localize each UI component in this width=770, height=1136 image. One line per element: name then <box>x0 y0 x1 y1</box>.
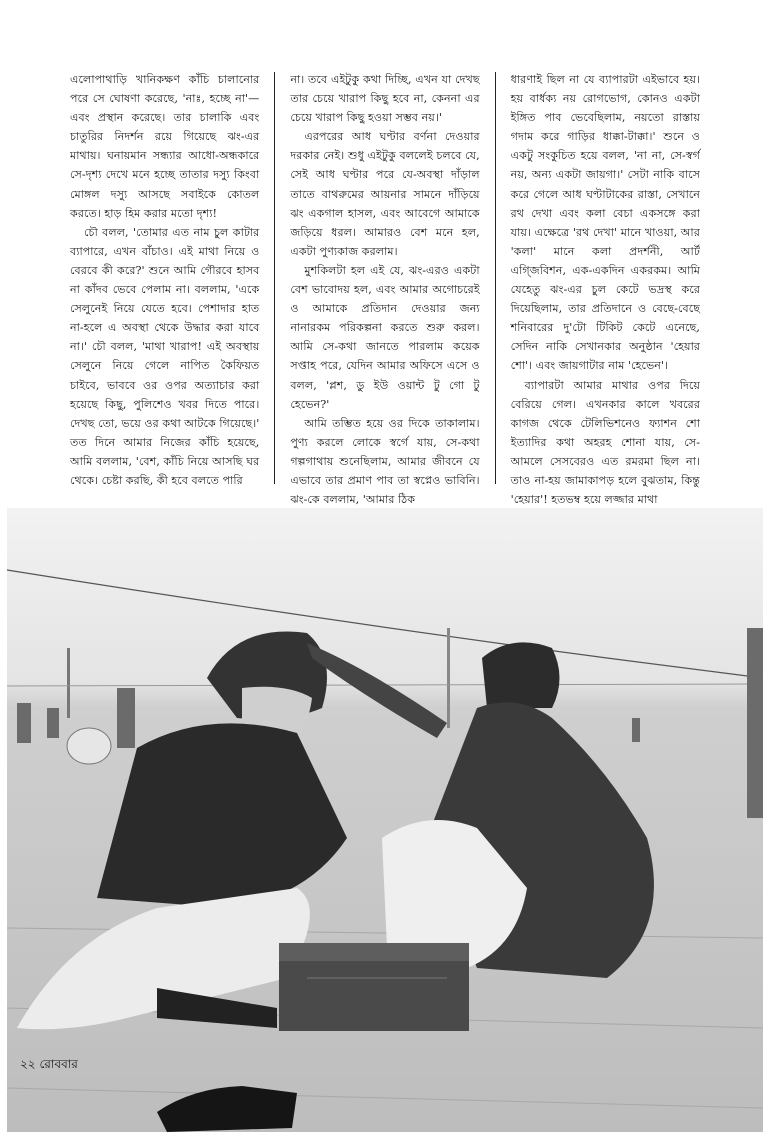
text-column-3 <box>510 70 700 507</box>
paragraph: না। তবে এইটুকু কথা দিচ্ছি, এখন যা দেখছ তার চেয়ে খারাপ কিছু হবে না, কেননা এর চেয়ে খারাপ কিছু হওয়া সম্ভব নয়।' <box>290 73 480 125</box>
paragraph: আমি তম্ভিত হয়ে ওর দিকে তাকালাম। পুণ্য করলে লোকে স্বর্গে যায়, সে-কথা গল্পগাথায় শুনেছিলাম, আমার জীবনে যে এভাবে তার প্রমাণ পাব তা স্বপ্নেও ভাবিনি। ঝং-কে বললাম, 'আমার ঠিক <box>290 416 480 507</box>
page-number: ২২ <box>20 1057 36 1071</box>
paragraph: মুশকিলটা হল এই যে, ঝং-এরও একটা বেশ ভাবোদয় হল, এবং আমার অগোচরেই ও আমাকে প্রতিদান দেওয়ার জন্য নানারকম পরিকল্পনা করতে শুরু করল। আমি সে-কথা জানতে পারলাম কয়েক সপ্তাহ পরে, যেদিন আমার অফিসে এসে ও বলল, 'প্লশ, ডু ইউ ওয়ান্ট টু গো টু হেভেন?' <box>290 263 480 411</box>
paragraph: এলোপাথাড়ি খানিকক্ষণ কাঁচি চালানোর পরে সে ঘোষণা করেছে, 'নাঃ, হচ্ছে না'—এবং প্রস্থান করেছে। তার চালাকি এবং চাতুরির নিদর্শন রয়ে গিয়েছে ঝং-এর মাথায়। ঘনায়মান সন্ধ্যার আধো-অন্ধকারে সে-দৃশ্য দেখে মনে হচ্ছে তাতার দস্যু কিংবা মোঙ্গল দস্যু আসছে সবাইকে কোতল করতে। হাড় হিম করার মতো দৃশ্য! <box>70 73 260 220</box>
paragraph: এরপরের আধ ঘণ্টার বর্ণনা দেওয়ার দরকার নেই। শুধু এইটুকু বললেই চলবে যে, সেই আধ ঘণ্টার পরে যে-অবস্থা দাঁড়াল তাতে বাথরুমের আয়নার সামনে দাঁড়িয়ে ঝং একগাল হাসল, এবং আবেগে আমাকে জড়িয়ে ধরল। আমারও বেশ মনে হল, একটা পুণ্যকাজ করলাম। <box>290 130 480 258</box>
page-folio <box>20 1056 78 1076</box>
article-text <box>70 70 700 507</box>
text-column-1 <box>70 70 260 487</box>
paragraph: ব্যাপারটা আমার মাথার ওপর দিয়ে বেরিয়ে গেল। এখনকার কালে খবরের কাগজ থেকে টেলিভিশনেও ফ্যাশন শো ইত্যাদির কথা অহরহ শোনা যায়, সে-আমলে সেসবেরও এত রমরমা ছিল না। তাও না-হয় জামাকাপড় হলে বুঝতাম, কিন্তু 'হেয়ার'! হতভম্ব হয়ে লজ্জার মাথা <box>510 378 700 507</box>
barber-photo <box>7 508 763 1132</box>
magazine-name: রোববার <box>39 1057 78 1071</box>
paragraph: চৌ বলল, 'তোমার এত নাম চুল কাটার ব্যাপারে, এখন বাঁচাও। এই মাথা নিয়ে ও বেরবে কী করে?' শুনে আমি গৌরবে হাসব না কাঁদব ভেবে পেলাম না। বললাম, 'একে সেলুনেই নিয়ে যেতে হবে। পেশাদার হাত না-হলে এ অবস্থা থেকে উদ্ধার করা যাবে না।' চৌ বলল, 'মাথা খারাপ! এই অবস্থায় সেলুনে নিয়ে গেলে নাপিত কৈফিয়ত চাইবে, ভাববে ওর ওপর অত্যাচার করা হয়েছে কিছু, পুলিশেও খবর দিতে পারে। দেখছ তো, ভয়ে ওর কথা আটকে গিয়েছে।' তত দিনে আমার নিজের কাঁচি হয়েছে, আমি বললাম, 'বেশ, কাঁচি নিয়ে আসছি ঘর থেকে। চেষ্টা করছি, কী হবে বলতে পারি <box>70 225 260 487</box>
column-divider <box>274 72 275 484</box>
paragraph: ধারণাই ছিল না যে ব্যাপারটা এইভাবে হয়। হয় বার্ধক্য নয় রোগভোগ, কোনও একটা ইঙ্গিত পাব ভেবেছিলাম, নয়তো রাস্তায় গদাম করে গাড়ির ধাক্কা-টাক্কা।' শুনে ও একটু সংকুচিত হয়ে বলল, 'না না, সে-স্বর্গ নয়, অন্য একটা জায়গা।' সেটা নাকি বাসে করে গেলে আধ ঘণ্টাটাকের রাস্তা, সেখানে রথ দেখা এবং কলা বেচা একসঙ্গে করা যায়। এক্ষেত্রে 'রথ দেখা' মানে খাওয়া, আর 'কলা' মানে কলা প্রদর্শনী, আর্ট এগ্জিবিশন, এক-একদিন একরকম। আমি যেহেতু ঝং-এর চুল কেটে ভদ্রস্থ করে দিয়েছিলাম, তার প্রতিদানে ও বেছে-বেছে শনিবারের দু'টো টিকিট কেটে এনেছে, সেদিন নাকি সেখানকার অনুষ্ঠান 'হেয়ার শো'। এবং জায়গাটার নাম 'হেভেন'। <box>510 73 700 373</box>
column-divider <box>495 72 496 484</box>
text-column-2 <box>290 70 480 507</box>
